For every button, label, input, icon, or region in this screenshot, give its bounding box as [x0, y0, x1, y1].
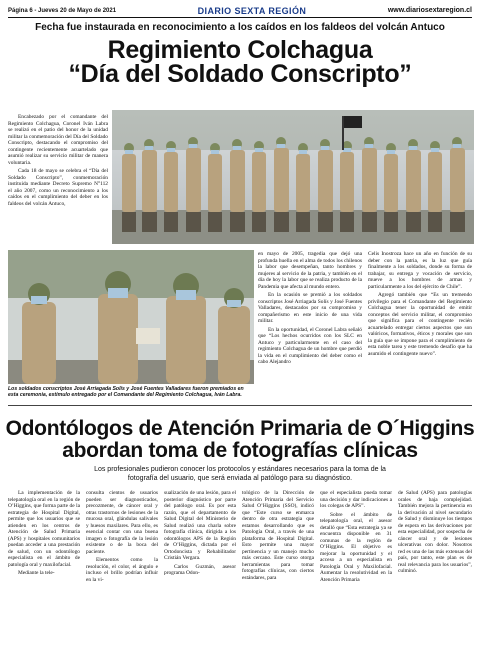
paragraph: sualización de una lesión, para el posterior diagnóstico por parte del patólogo oral. Es por esta razón, que el departamento de Salud Digital del Ministerio de Salud realizó una charla sobre fotografía clínica, dirigida a los odontólogos APS de la Región de O’Higgins, dictada por el Ortodoncista y Rehabilitador Cristián Vergara. [164, 490, 236, 561]
paragraph: Encabezado por el comandante del Regimiento Colchagua, Coronel Iván Labra se realizó en el patio del honor de la unidad militar la conmemoración del Día del Soldado Conscripto, destacando el compromiso del contingente recientemente acuartelado que asumió realizar su servicio militar de manera voluntaria. [8, 114, 108, 166]
article1-headline-line1: Regimiento Colchagua [107, 36, 373, 64]
article1-kicker: Fecha fue instaurada en reconocimiento a los caídos en los faldeos del volcán Antuco [35, 22, 445, 33]
paragraph: En la ocasión se premió a los soldados conscriptos José Arriagada Solís y José Fuentes Valladares, destacados por su compromiso y compañerismo en este inicio de una vida militar. [258, 292, 362, 324]
article1-headline-line2: “Día del Soldado Conscripto” [68, 60, 412, 88]
paragraph: Elementos como la resolución, el color, el ángulo e incluso el brillo podrían influir en la vi- [86, 557, 158, 583]
paragraph: Mediante la tele- [18, 570, 55, 576]
paragraph: Cada 18 de mayo se celebra el “Día del Soldado Conscripto”, conmemoración instituida mediante Decreto Supremo N°112 el año 2007, como un reconocimiento a los caídos en el cumplimiento del deber en los faldeos del volcán Antuco, [8, 168, 108, 207]
paragraph: Carlos Guzmán, asesor programa Odon- [164, 563, 236, 576]
publication-name: DIARIO SEXTA REGIÓN [197, 5, 307, 16]
article2-column-4 [242, 490, 314, 666]
article2-column-3 [164, 490, 236, 666]
article2-headline [0, 418, 480, 462]
paragraph: Celis Inostroza hace un año en función de su deber con la patria, es la luz que guía finalmente a los soldados, donde su forma de trabajar, su entrega y vocación de servicio, mueve a los hombres de armas y particularmente a los del ejército de Chile”. [368, 251, 472, 290]
article1-column-1 [8, 114, 108, 259]
article2-column-6 [398, 490, 472, 666]
section-divider [8, 405, 472, 406]
paragraph: En la oportunidad, el Coronel Labra señaló que “Los hechos ocurridos con los SLC en Antuco y particularmente en el caso del regimiento Colchagua de un hombre que perdió la vida en el cumplimiento del deber como el cabo Alejandro [258, 326, 362, 365]
paragraph: que el especialista pueda tomar una decisión y dar indicaciones a los colegas de APS”. [320, 490, 392, 509]
paragraph: en mayo de 2005, tragedia que dejó una profunda huella en el alma de todos los chilenos la labor que desempeñan, tanto hombres y mujeres al servicio de la patria, y también en el día de hoy la labor que se realiza producto de la Pandemia que afecta al mundo entero. [258, 251, 362, 290]
article2-column-5 [320, 490, 392, 666]
masthead [8, 4, 472, 18]
page-date: Página 6 - Jueves 20 de Mayo de 2021 [8, 7, 117, 14]
website-link[interactable]: www.diariosextaregion.cl [387, 7, 472, 14]
soldiers-formation-photo [112, 110, 474, 244]
awarded-soldiers-photo [8, 250, 254, 384]
article2-column-1 [8, 490, 80, 666]
paragraph: consulta cientos de usuarios pueden ser diagnosticados, precozmente, de cáncer oral y otras trastornos de lesiones de la mucosa oral, glándulas salivales y huesos maxilares. Para ello, es esencial contar con una buena imagen o fotografía de la lesión existente o de la boca del paciente. [86, 490, 158, 555]
photo-caption: Los soldados conscriptos José Arriagada Solís y José Fuentes Valladares fueron premiados en esta ceremonia, estímulo entregado por el Comandante del Regimiento Colchagua, Iván Labra. [8, 386, 244, 399]
paragraph: Agregó también que “Es un tremendo privilegio para el Comandante del Regimiento Colchagua tener la oportunidad de emitir conceptos del servicio militar, el compromiso que significa para el contingente recién acuartelado entregar ciertos aspectos que son valóricos, formativos, éticos y morales que son la guía que se impone para el cumplimiento de esta noble tarea y este tremendo desafío que ha asumido el contingente nuevo”. [368, 292, 472, 357]
paragraph: La implementación de la telepatología oral en la región de O’Higgins, que forma parte de la estrategia de Hospital Digital, permite que los usuarios que se atienden en los centros de Atención de Salud Primaria (APS) y hospitales comunitarios puedan acceder a una prestación de salud, con un odontólogo especialista en el ámbito de patología oral y maxilofacial. [8, 490, 80, 568]
article2-headline-line1: Odontólogos de Atención Primaria de O´Higgins [5, 417, 475, 440]
article1-column-2 [258, 251, 362, 403]
article1-column-3 [368, 251, 472, 403]
paragraph: tológico de la Dirección de Atención Primaria del Servicio Salud O’Higgins (SSO), indicó que “Este curso se enmarca dentro de otra estrategia que estamos desarrollando que es Patología Oral, a través de una plataforma de Hospital Digital. Esto permite una mayor pertinencia y un manejo mucho más cercano. Este curso otorga herramientas para tomar fotografías clínicas, con ciertos estándares, para [242, 490, 314, 581]
article2-headline-line2: abordan toma de fotografías clínicas [62, 439, 418, 462]
paragraph: Sobre el ámbito de telepatología oral, el asesor detalló que “Esta estrategia ya se encuentra disponible en 31 comunas de la región de O’Higgins. El objetivo es mejorar la oportunidad y el acceso a un especialista en Patología Oral y Maxilofacial. Aumentar la resolutividad en la Atención Primaria [320, 511, 392, 583]
article1-headline [0, 38, 480, 86]
article2-column-2 [86, 490, 158, 666]
article2-subhead: Los profesionales pudieron conocer los protocolos y estándares necesarios para la toma de la fotografía del usuario, que será enviada al patólogo para su diagnóstico. [94, 466, 386, 482]
paragraph: de Salud (APS) para patologías orales de baja complejidad. También mejora la pertinencia en la derivación al nivel secundario de Salud y disminuye los tiempos de espera en las derivaciones por esta especialidad, por sospecha de cáncer oral y de lesiones ulcerativas con dolor. Nosotros red es una de las más extensas del país, por tanto, este plan es de real relevancia para los usuarios”, culminó. [398, 490, 472, 574]
